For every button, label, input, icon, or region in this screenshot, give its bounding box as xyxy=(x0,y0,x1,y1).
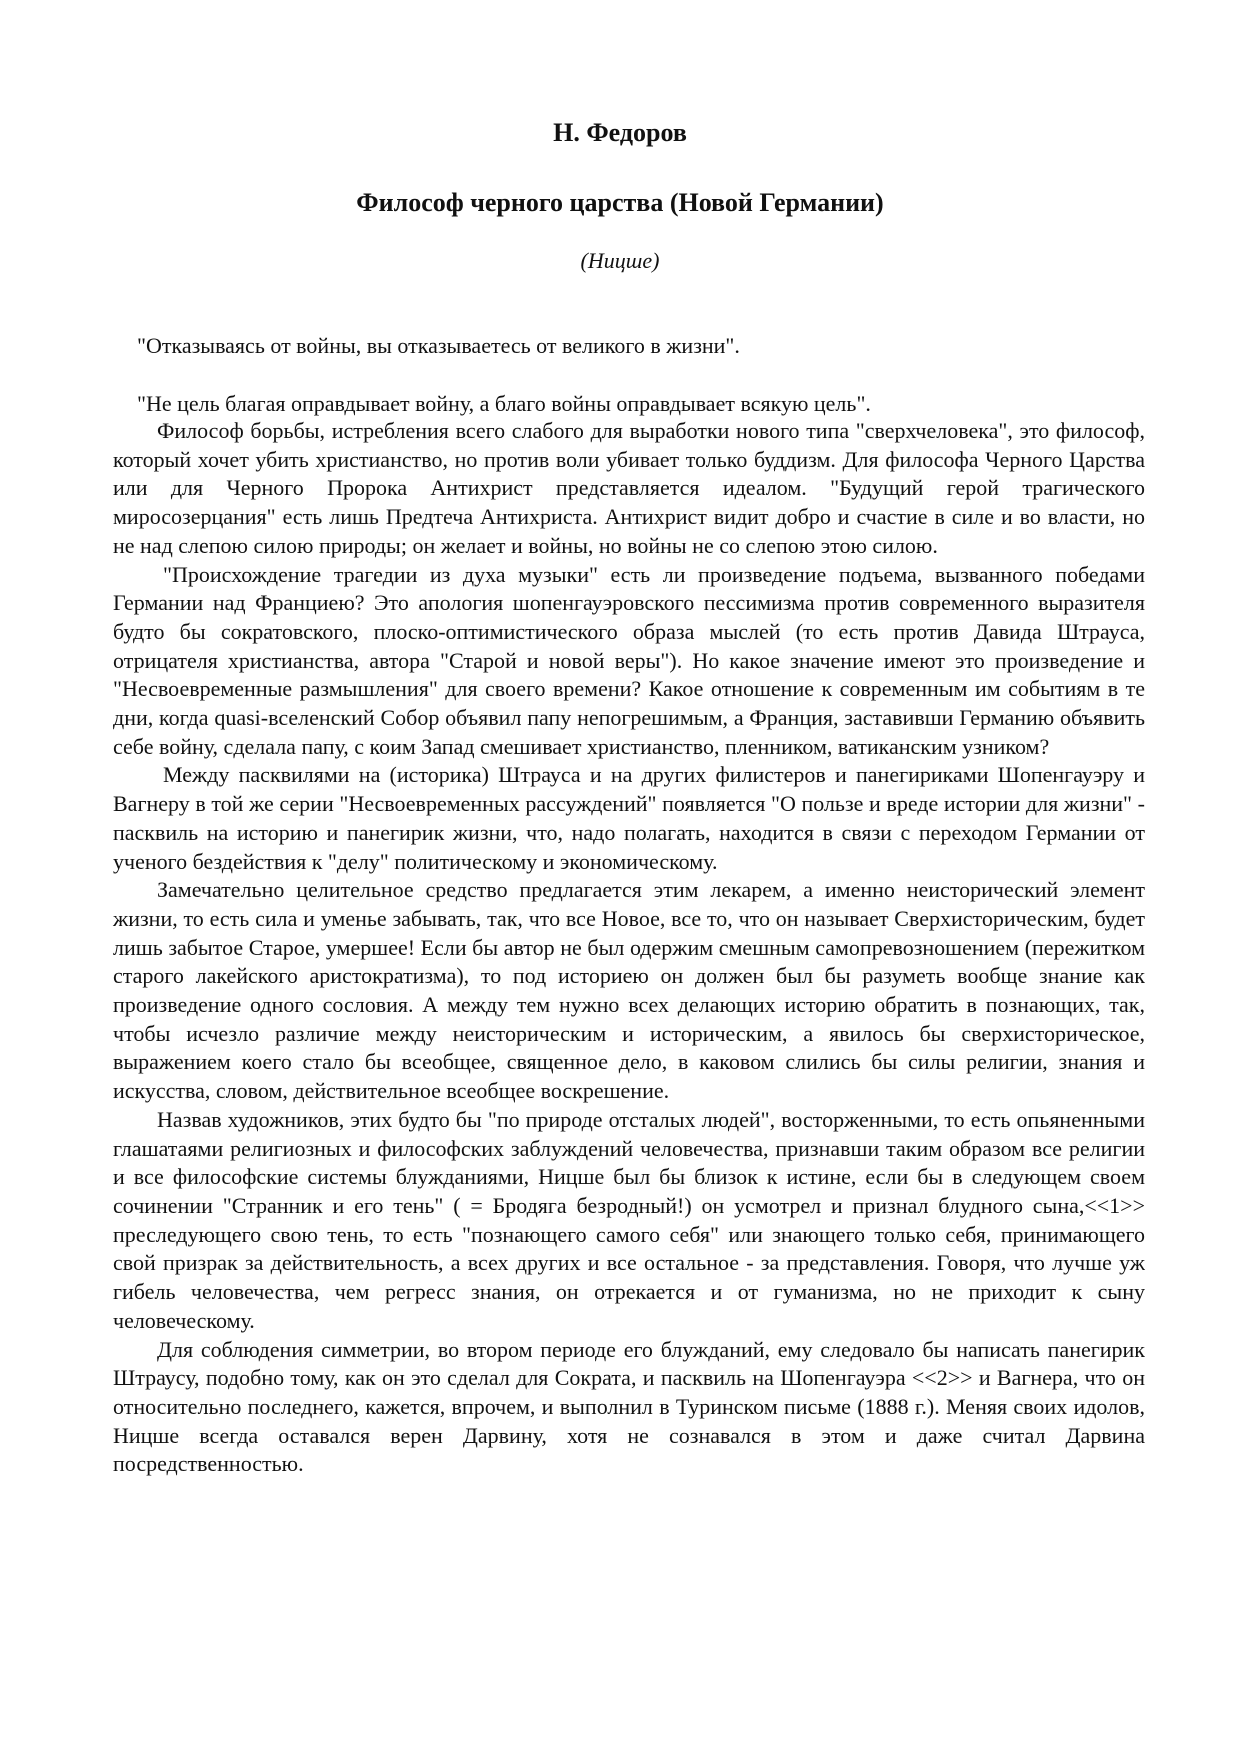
paragraph-5: Назвав художников, этих будто бы "по природе отсталых людей", восторженными, то есть опьяненными глашатаями религиозных и философских заблуждений человечества, признавши таким образом все религии и все философские системы блужданиями, Ницше был бы близок к истине, если бы в следующем своем сочинении "Странник и его тень" ( = Бродяга безродный!) он усмотрел и признал блудного сына,<<1>> преследующего свою тень, то есть "познающего самого себя" или знающего только себя, принимающего свой призрак за действительность, а всех других и все остальное - за представления. Говоря, что лучше уж гибель человечества, чем регресс знания, он отрекается и от гуманизма, но не приходит к сыну человеческому. xyxy=(113,1106,1145,1333)
document-title: Философ черного царства (Новой Германии) xyxy=(356,188,884,217)
paragraph-3: Между пасквилями на (историка) Штрауса и на других филистеров и панегириками Шопенгауэру и Вагнеру в той же серии "Несвоевременных рассуждений" появляется "О пользе и вреде истории для жизни" - пасквиль на историю и панегирик жизни, что, надо полагать, находится в связи с переходом Германии от ученого бездействия к "делу" политическому и экономическому. xyxy=(113,762,1145,874)
paragraph-2: "Происхождение трагедии из духа музыки" есть ли произведение подъема, вызванного победами Германии над Франциею? Это апология шопенгауэровского пессимизма против современного выразителя будто бы сократовского, плоско-оптимистического образа мыслей (то есть против Давида Штрауса, отрицателя христианства, автора "Старой и новой веры"). Но какое значение имеют это произведение и "Несвоевременные размышления" для своего времени? Какое отношение к современным им событиям в те дни, когда quasi-вселенский Собор объявил папу непогрешимым, а Франция, заставивши Германию объявить себе войну, сделала папу, с коим Запад смешивает христианство, пленником, ватиканским узником? xyxy=(113,561,1145,759)
paragraph-4: Замечательно целительное средство предлагается этим лекарем, а именно неисторический элемент жизни, то есть сила и уменье забывать, так, что все Новое, все то, что он называет Сверхисторическим, будет лишь забытое Старое, умершее! Если бы автор не был одержим смешным самопревозношением (пережитком старого лакейского аристократизма), то под историею он должен был бы разуметь вообще знание как произведение одного сословия. А между тем нужно всех делающих историю обратить в познающих, так, чтобы исчезло различие между неисторическим и историческим, а явилось бы сверхисторическое, выражением коего стало бы всеобщее, священное дело, в каковом слились бы силы религии, знания и искусства, словом, действительное всеобщее воскрешение. xyxy=(113,877,1145,1104)
epigraph-1: "Отказываясь от войны, вы отказываетесь от великого в жизни". xyxy=(137,333,740,358)
document-subtitle: (Ницше) xyxy=(580,248,660,273)
epigraph-2: "Не цель благая оправдывает войну, а благо войны оправдывает всякую цель". xyxy=(137,391,871,416)
paragraph-6: Для соблюдения симметрии, во втором периоде его блужданий, ему следовало бы написать панегирик Штраусу, подобно тому, как он это сделал для Сократа, и пасквиль на Шопенгауэра <<2>> и Вагнера, что он относительно последнего, кажется, впрочем, и выполнил в Туринском письме (1888 г.). Меняя своих идолов, Ницше всегда оставался верен Дарвину, хотя не сознавался в этом и даже считал Дарвина посредственностью. xyxy=(113,1336,1145,1477)
author-name: Н. Федоров xyxy=(553,118,687,147)
paragraph-1: Философ борьбы, истребления всего слабого для выработки нового типа "сверхчеловека", это философ, который хочет убить христианство, но против воли убивает только буддизм. Для философа Черного Царства или для Черного Пророка Антихрист представляется идеалом. "Будущий герой трагического миросозерцания" есть лишь Предтеча Антихриста. Антихрист видит добро и счастие в силе и во власти, но не над слепою силою природы; он желает и войны, но войны не со слепою этою силою. xyxy=(113,418,1145,558)
body-text xyxy=(113,417,1145,1479)
